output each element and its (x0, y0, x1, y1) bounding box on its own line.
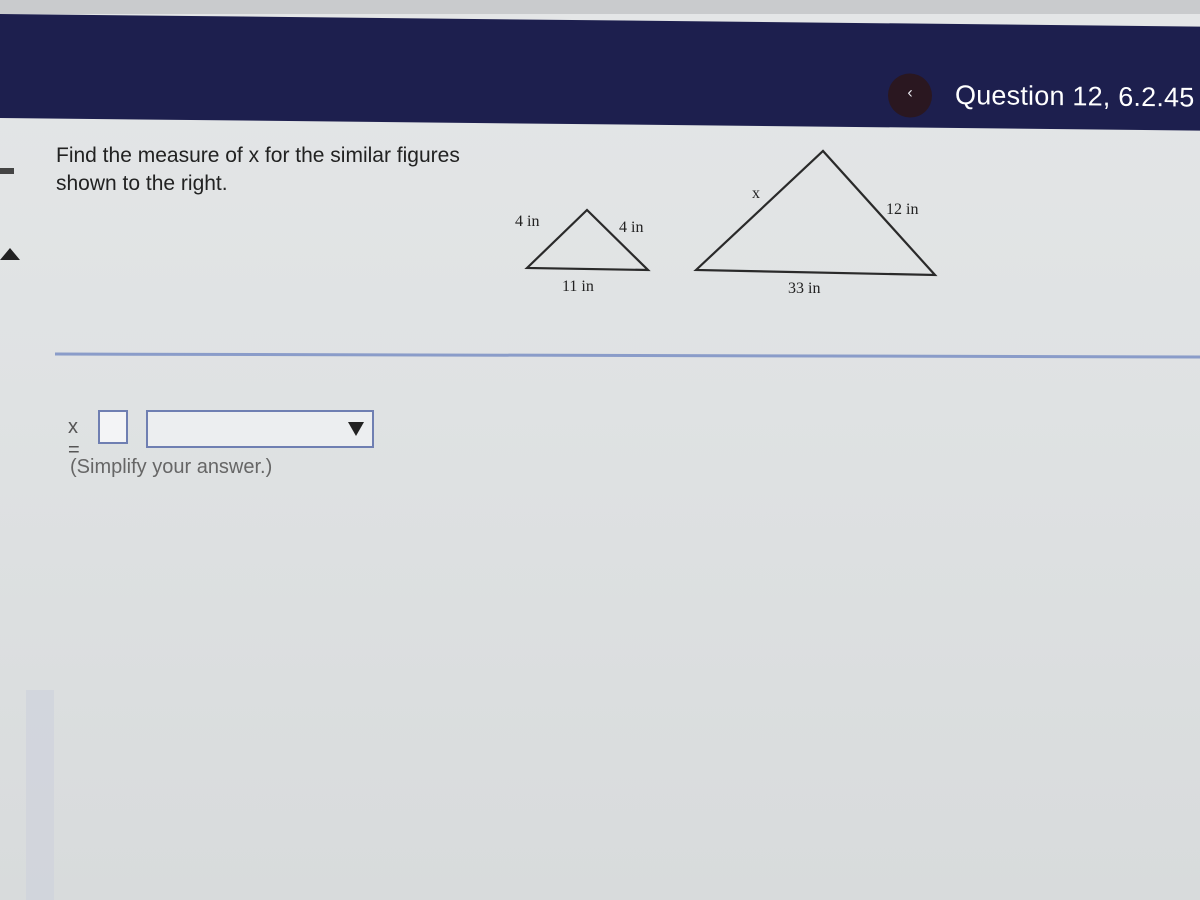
large-left-side-label: x (752, 185, 760, 202)
side-mark (0, 168, 14, 174)
chevron-left-icon: ‹ (907, 84, 913, 102)
side-strip (26, 690, 54, 900)
previous-question-button[interactable] (888, 73, 932, 117)
answer-input[interactable] (98, 410, 128, 444)
large-right-side-label: 12 in (886, 201, 919, 218)
collapse-arrow-icon[interactable] (0, 248, 20, 260)
large-base-label: 33 in (788, 280, 821, 297)
answer-label: x = (68, 416, 80, 461)
top-edge (0, 0, 1200, 14)
dropdown-arrow-icon (348, 422, 364, 436)
small-right-side-label: 4 in (619, 219, 644, 236)
problem-prompt (56, 142, 516, 198)
small-base-label: 11 in (562, 278, 594, 295)
prompt-line-1: Find the measure of x for the similar figures (56, 144, 460, 167)
header-bar (0, 14, 1200, 131)
large-triangle (696, 151, 935, 275)
simplify-hint: (Simplify your answer.) (70, 456, 273, 478)
prompt-line-2: shown to the right. (56, 172, 228, 195)
small-left-side-label: 4 in (515, 213, 540, 230)
unit-dropdown[interactable] (146, 410, 374, 448)
section-divider (55, 353, 1200, 359)
question-label: Question 12, 6.2.45 (955, 80, 1195, 113)
small-triangle (527, 210, 648, 270)
